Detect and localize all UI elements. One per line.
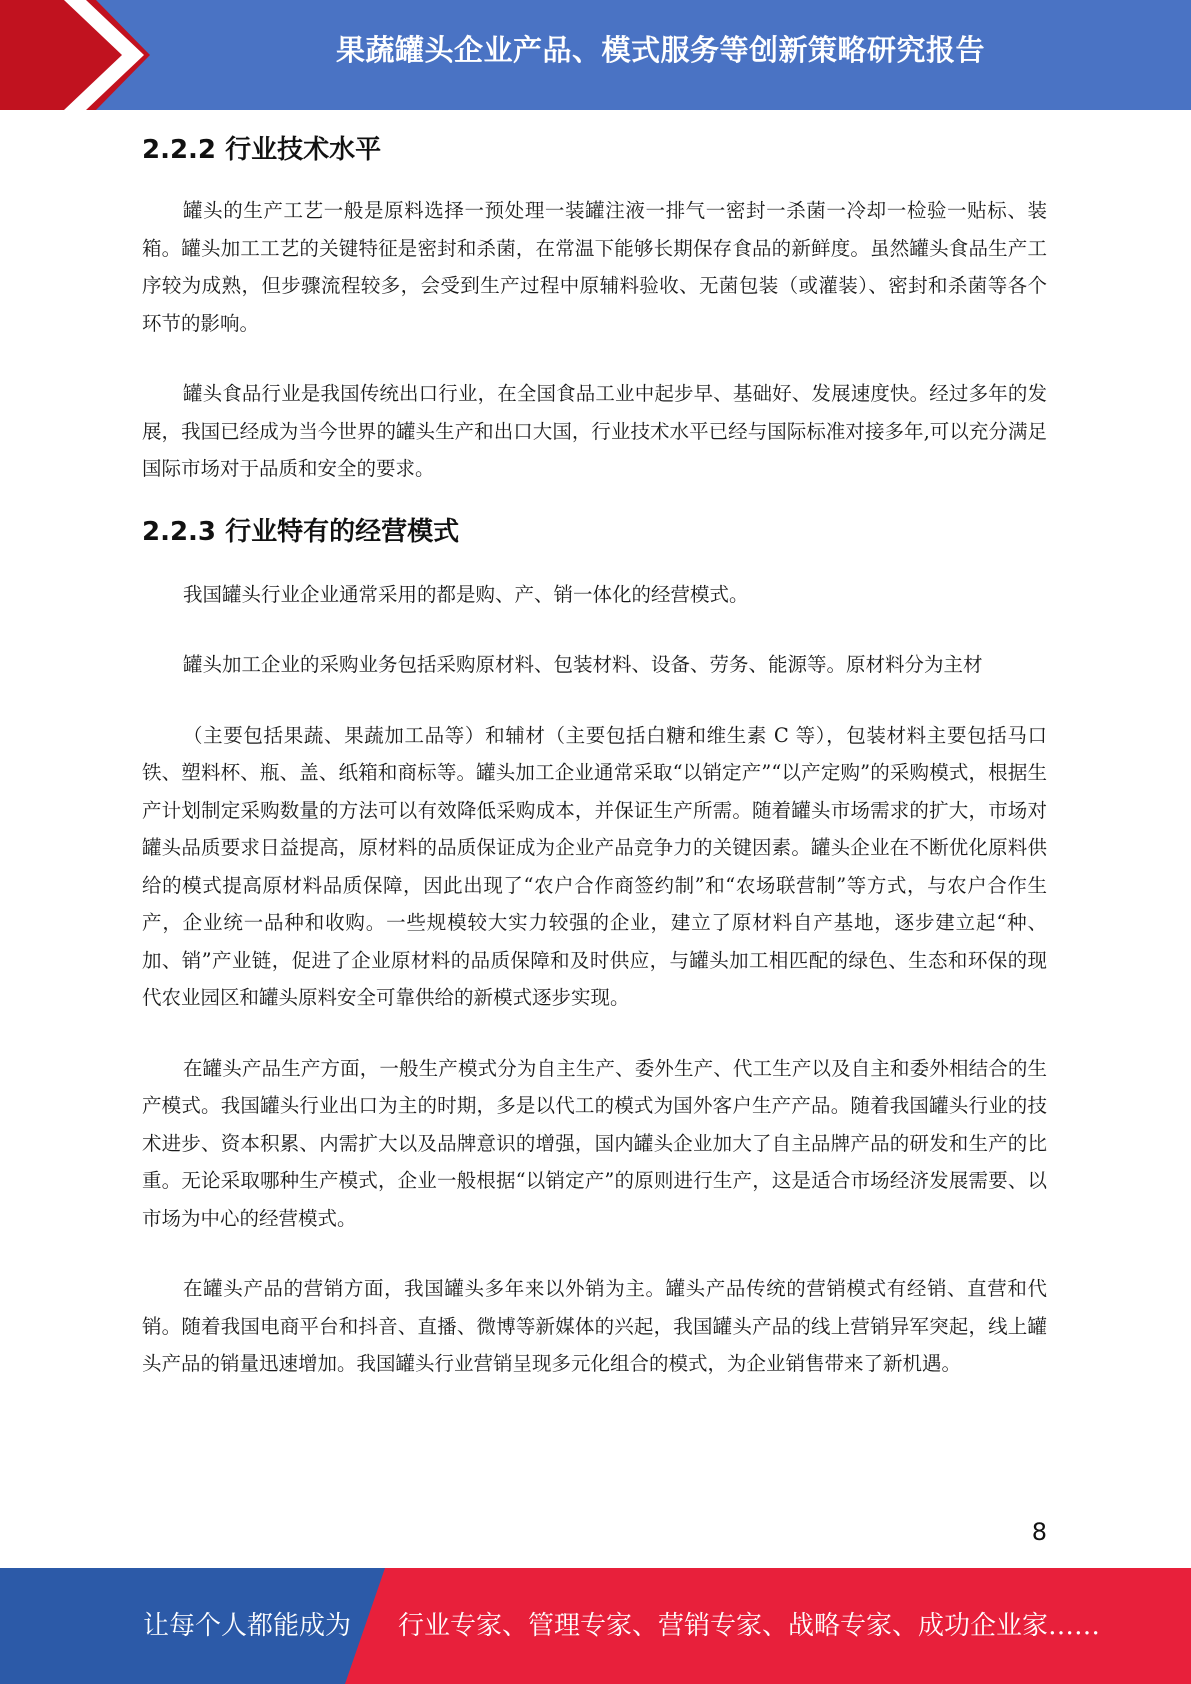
section-heading-business-model: 2.2.3 行业特有的经营模式 — [142, 516, 460, 547]
footer-slogan-right: 行业专家、管理专家、营销专家、战略专家、成功企业家…… — [398, 1611, 1101, 1641]
page-footer — [0, 1568, 1191, 1684]
footer-slogan-left: 让每个人都能成为 — [143, 1611, 352, 1641]
paragraph: 在罐头产品的营销方面，我国罐头多年来以外销为主。罐头产品传统的营销模式有经销、直营和代销。随着我国电商平台和抖音、直播、微博等新媒体的兴起，我国罐头产品的线上营销异军突起，线上罐头产品的销量迅速增加。我国罐头行业营销呈现多元化组合的模式，为企业销售带来了新机遇。 — [142, 1277, 1047, 1375]
page-content — [142, 128, 1047, 1383]
section-heading-tech-level: 2.2.2 行业技术水平 — [142, 135, 382, 165]
page-header — [0, 0, 1191, 110]
paragraph: 在罐头产品生产方面，一般生产模式分为自主生产、委外生产、代工生产以及自主和委外相结合的生产模式。我国罐头行业出口为主的时期，多是以代工的模式为国外客户生产产品。随着我国罐头行业的技术进步、资本积累、内需扩大以及品牌意识的增强，国内罐头企业加大了自主品牌产品的研发和生产的比重。无论采取哪种生产模式，企业一般根据“以销定产”的原则进行生产，这是适合市场经济发展需要、以市场为中心的经营模式。 — [142, 1056, 1047, 1230]
paragraph: 罐头食品行业是我国传统出口行业，在全国食品工业中起步早、基础好、发展速度快。经过多年的发展，我国已经成为当今世界的罐头生产和出口大国，行业技术水平已经与国际标准对接多年,可以充分满足国际市场对于品质和安全的要求。 — [142, 382, 1047, 480]
paragraph: 我国罐头行业企业通常采用的都是购、产、销一体化的经营模式。 — [183, 582, 749, 606]
paragraph: 罐头的生产工艺一般是原料选择一预处理一装罐注液一排气一密封一杀菌一冷却一检验一贴标、装箱。罐头加工工艺的关键特征是密封和杀菌，在常温下能够长期保存食品的新鲜度。虽然罐头食品生产工序较为成熟，但步骤流程较多，会受到生产过程中原辅料验收、无菌包装（或灌装）、密封和杀菌等各个环节的影响。 — [142, 199, 1047, 335]
paragraph: 罐头加工企业的采购业务包括采购原材料、包装材料、设备、劳务、能源等。原材料分为主材 — [183, 653, 983, 676]
page-number: 8 — [1031, 1518, 1047, 1546]
paragraph: （主要包括果蔬、果蔬加工品等）和辅材（主要包括白糖和维生素 C 等），包装材料主要包括马口铁、塑料杯、瓶、盖、纸箱和商标等。罐头加工企业通常采取“以销定产”“以产定购”的采购模式，根据生产计划制定采购数量的方法可以有效降低采购成本，并保证生产所需。随着罐头市场需求的扩大，市场对罐头品质要求日益提高，原材料的品质保证成为企业产品竞争力的关键因素。罐头企业在不断优化原料供给的模式提高原材料品质保障，因此出现了“农户合作商签约制”和“农场联营制”等方式，与农户合作生产，企业统一品种和收购。一些规模较大实力较强的企业，建立了原材料自产基地，逐步建立起“种、加、销”产业链，促进了企业原材料的品质保障和及时供应，与罐头加工相匹配的绿色、生态和环保的现代农业园区和罐头原料安全可靠供给的新模式逐步实现。 — [142, 723, 1047, 1009]
report-title: 果蔬罐头企业产品、模式服务等创新策略研究报告 — [335, 33, 985, 67]
